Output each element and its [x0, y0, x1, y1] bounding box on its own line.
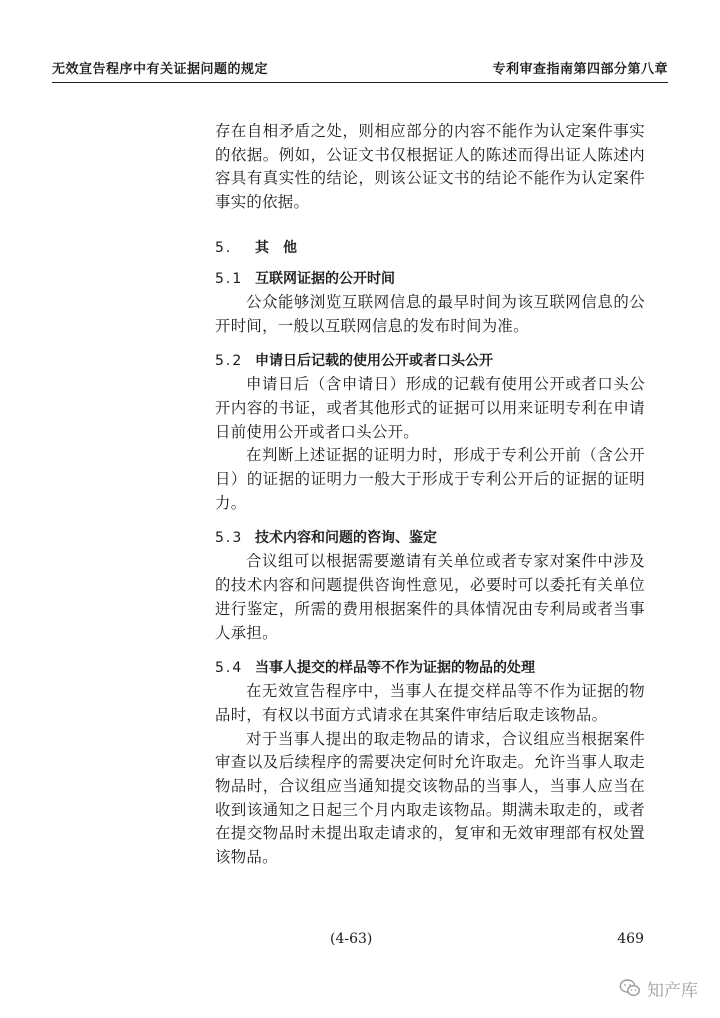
section-number: 5.2: [215, 353, 244, 370]
section-number: 5.4: [215, 660, 244, 677]
page-number: 469: [617, 931, 644, 947]
section-number: 5.3: [215, 530, 244, 547]
header-rule: [52, 82, 668, 83]
paragraph: 对于当事人提出的取走物品的请求，合议组应当根据案件审查以及后续程序的需要决定何时允许取走。允许当事人取走物品时，合议组应当通知提交该物品的当事人，当事人应当在收到该通知之日起三个月内取走该物品。期满未取走的，或者在提交物品时未提出取走请求的，复审和无效审理部有权处置该物品。: [215, 729, 645, 867]
paragraph: 申请日后（含申请日）形成的记载有使用公开或者口头公开内容的书证，或者其他形式的证据可以用来证明专利在申请日前使用公开或者口头公开。: [215, 375, 645, 441]
section-title: 其他: [255, 239, 311, 256]
header-guide-part: 专利审查指南第四部分第八章: [492, 62, 668, 77]
section-title: 互联网证据的公开时间: [255, 270, 395, 287]
paragraph: 合议组可以根据需要邀请有关单位或者专家对案件中涉及的技术内容和问题提供咨询性意见，必要时可以委托有关单位进行鉴定，所需的费用根据案件的具体情况由专利局或者当事人承担。: [215, 552, 645, 642]
header-chapter-title: 无效宣告程序中有关证据问题的规定: [52, 62, 269, 77]
section-5-4-heading: [215, 657, 645, 680]
section-title: 当事人提交的样品等不作为证据的物品的处理: [255, 660, 535, 677]
section-5-3-heading: [215, 527, 645, 550]
section-number: 5.1: [215, 270, 244, 287]
section-title: 技术内容和问题的咨询、鉴定: [255, 530, 437, 547]
page-reference: (4-63): [330, 931, 373, 947]
page-content: [215, 120, 645, 870]
section-5-2-heading: [215, 350, 645, 373]
wechat-icon: [619, 978, 641, 998]
watermark-text: 知产库: [647, 980, 698, 1001]
running-header: [52, 58, 668, 80]
paragraph: 公众能够浏览互联网信息的最早时间为该互联网信息的公开时间，一般以互联网信息的发布时间为准。: [215, 292, 645, 335]
section-number: 5.: [215, 239, 233, 256]
section-title: 申请日后记载的使用公开或者口头公开: [255, 353, 493, 370]
section-5-1-heading: [215, 268, 645, 291]
paragraph: 在判断上述证据的证明力时，形成于专利公开前（含公开日）的证据的证明力一般大于形成于专利公开后的证据的证明力。: [215, 446, 645, 512]
intro-paragraph: 存在自相矛盾之处，则相应部分的内容不能作为认定案件事实的依据。例如，公证文书仅根据证人的陈述而得出证人陈述内容具有真实性的结论，则该公证文书的结论不能作为认定案件事实的依据。: [215, 122, 645, 212]
watermark: [619, 976, 698, 1000]
paragraph: 在无效宣告程序中，当事人在提交样品等不作为证据的物品时，有权以书面方式请求在其案件审结后取走该物品。: [215, 682, 645, 724]
section-5-heading: [215, 237, 645, 260]
